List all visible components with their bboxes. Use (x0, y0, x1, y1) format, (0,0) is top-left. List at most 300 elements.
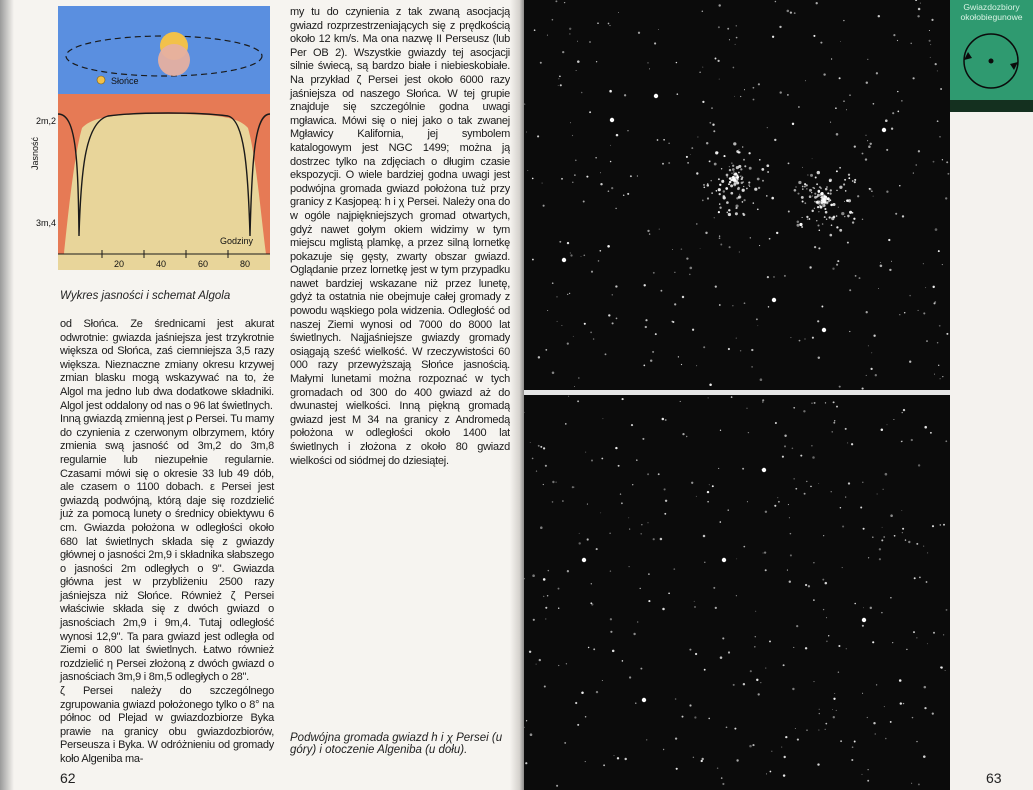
star (614, 755, 615, 756)
star (829, 192, 831, 194)
star (772, 36, 774, 38)
star (821, 306, 823, 308)
star (892, 112, 894, 114)
star (846, 648, 847, 649)
star (539, 659, 541, 661)
star (903, 703, 904, 704)
star (603, 764, 605, 766)
star (933, 632, 935, 634)
star (933, 161, 935, 163)
star (600, 513, 601, 514)
star (637, 621, 638, 622)
star (733, 67, 735, 69)
star (750, 237, 751, 238)
star (813, 35, 815, 37)
star (792, 688, 794, 690)
star (733, 183, 736, 186)
star (795, 186, 796, 187)
star (845, 497, 846, 498)
star (926, 340, 928, 342)
star (821, 200, 822, 201)
star (934, 374, 935, 375)
star (633, 633, 635, 635)
star (612, 650, 615, 653)
star (751, 366, 753, 368)
star (645, 319, 647, 321)
star (593, 338, 595, 340)
star (744, 89, 745, 90)
star (544, 685, 546, 687)
star (831, 224, 833, 226)
star (743, 159, 745, 161)
star (707, 183, 708, 184)
star (732, 305, 733, 306)
star (569, 28, 571, 30)
star (704, 562, 705, 563)
star (897, 91, 898, 92)
x-tick-label: 40 (156, 259, 167, 269)
star (886, 149, 888, 151)
star (731, 173, 732, 174)
star (897, 111, 899, 113)
star (813, 681, 814, 682)
star (814, 208, 815, 209)
star (759, 245, 760, 246)
star (627, 193, 629, 195)
star (707, 501, 709, 503)
star (537, 135, 539, 137)
star (830, 204, 833, 207)
star (556, 785, 558, 787)
star (577, 41, 578, 42)
star (903, 409, 905, 411)
star (543, 447, 545, 449)
star (852, 212, 853, 213)
star (609, 533, 610, 534)
star (567, 343, 569, 345)
star (748, 184, 750, 186)
star (940, 378, 941, 379)
star (887, 424, 888, 425)
star (937, 342, 938, 343)
star (818, 211, 819, 212)
star (790, 11, 792, 13)
star (862, 153, 864, 155)
star (653, 538, 655, 540)
star (532, 574, 535, 577)
star (676, 768, 678, 770)
star (833, 422, 835, 424)
star (709, 484, 710, 485)
star (816, 183, 818, 185)
star (691, 147, 693, 149)
star (849, 94, 850, 95)
star (943, 634, 944, 635)
star (833, 716, 835, 718)
star (719, 79, 720, 80)
star (574, 386, 575, 387)
star (731, 162, 732, 163)
star (640, 668, 642, 670)
star (668, 592, 670, 594)
star (731, 396, 733, 398)
star (572, 182, 573, 183)
star (804, 186, 806, 188)
star (728, 509, 729, 510)
star (583, 254, 585, 256)
star (821, 196, 822, 197)
star (829, 234, 832, 237)
star (842, 567, 843, 568)
star (831, 217, 834, 220)
star (812, 158, 813, 159)
star (933, 302, 935, 304)
star (720, 430, 721, 431)
star (807, 218, 808, 219)
star (899, 185, 900, 186)
star (943, 524, 945, 526)
star (602, 680, 603, 681)
star (812, 187, 814, 189)
star (890, 597, 891, 598)
star (918, 464, 920, 466)
star (939, 325, 941, 327)
star (840, 740, 842, 742)
star (839, 386, 841, 388)
star (829, 216, 831, 218)
star (543, 205, 545, 207)
star (890, 514, 893, 517)
star (659, 229, 660, 230)
star (719, 304, 721, 306)
star (561, 325, 562, 326)
star (870, 368, 872, 370)
star (832, 709, 833, 710)
star (891, 128, 893, 130)
star (810, 174, 813, 177)
paragraph: my tu do czynienia z tak zwaną asocjacją gwiazd rozprzestrzeniających się z prędkością około 12 km/s. Ma ona nazwę II Perseusz (lub Per OB 2). Wszystkie gwiazdy tej asocjacji silnie świecą, są bardzo białe i niebieskobiałe. Na przykład ζ Persei jest około 6000 razy jaśniejsza od naszego Słońca. W tej grupie znajduje się szczególnie godna uwagi mgławica. Mówi się o niej jako o tak zwanej Mgławicy Kalifornia, jej symbolem katalogowym jest NGC 1499; można ją dostrzec tylko na zdjęciach o długim czasie ekspozycji. O wiele bardziej godna uwagi jest podwójna gromada gwiazd położona tuż przy granicy z Kasjopeą: h i χ Persei. Należy ona do w ogóle najpiękniejszych gromad otwartych, gdyż nawet gołym okiem widzimy w tym miejscu mglistą plamkę, a przez silną lornetkę pokazuje się gęsty, zwarty obszar gwiazd. Oglądanie przez lornetkę jest w tym przypadku nawet bardziej wskazane niż przez lunetę, gdyż ta ostatnia nie obejmuje całej gromady z powodu wąskiego pola widzenia. Odległość od naszej Ziemi wynosi od 7000 do 8000 lat świetlnych. Najjaśniejsze gwiazdy gromady osiągają sześć wielkość. W rzeczywistości 60 000 razy przewyższają Słońce jasnością. Małymi lunetami można rozpoznać w tych gromadach od 300 do 400 gwiazd aż do dwunastej wielkości. Inną piękną gromadą gwiazd jest M 34 na granicy z Andromedą położona w odległości około 1400 lat świetlnych i złożona z około 80 gwiazd wielkości od siódmej do dziesiątej. (290, 6, 510, 467)
star (564, 2, 565, 3)
star (638, 32, 640, 34)
star (682, 433, 684, 435)
star (847, 442, 848, 443)
star (866, 311, 868, 313)
star (662, 608, 665, 611)
star (854, 181, 856, 183)
star (865, 158, 867, 160)
star (809, 195, 812, 198)
star (900, 702, 902, 704)
star (610, 118, 614, 122)
star (787, 10, 790, 13)
star (668, 162, 670, 164)
star (911, 783, 912, 784)
star (901, 100, 902, 101)
star (787, 570, 788, 571)
star (726, 174, 729, 177)
star (640, 588, 641, 589)
star (610, 631, 612, 633)
star (676, 62, 677, 63)
star (525, 762, 527, 764)
star (567, 242, 569, 244)
star (607, 245, 610, 248)
star (540, 526, 543, 529)
star (610, 618, 612, 620)
star (673, 568, 675, 570)
star (839, 77, 841, 79)
star (768, 306, 769, 307)
star (608, 23, 610, 25)
star (802, 200, 804, 202)
star (712, 485, 714, 487)
star (573, 336, 574, 337)
star (708, 397, 709, 398)
star (767, 276, 769, 278)
star (937, 120, 939, 122)
star (742, 201, 744, 203)
star (568, 396, 569, 397)
star (802, 188, 803, 189)
star (820, 42, 822, 44)
star (822, 194, 825, 197)
star (906, 649, 907, 650)
star (763, 552, 764, 553)
star (854, 741, 856, 743)
star (735, 180, 737, 182)
star (836, 190, 837, 191)
star (615, 285, 617, 287)
star (747, 501, 748, 502)
star (647, 230, 649, 232)
star (868, 145, 871, 148)
star (681, 364, 682, 365)
star (836, 215, 838, 217)
star (802, 167, 803, 168)
star (795, 488, 797, 490)
star (564, 742, 566, 744)
star (854, 145, 856, 147)
star (876, 72, 878, 74)
star (653, 272, 655, 274)
star (721, 777, 723, 779)
star (727, 28, 729, 30)
star (610, 570, 611, 571)
star (812, 456, 815, 459)
star (840, 507, 841, 508)
star (691, 482, 693, 484)
star (703, 535, 706, 538)
star (794, 189, 797, 192)
star (729, 169, 731, 171)
star (879, 558, 881, 560)
star (838, 645, 840, 647)
star (924, 426, 927, 429)
star (696, 365, 697, 366)
star (601, 458, 603, 460)
star (630, 175, 632, 177)
star (627, 130, 628, 131)
star (918, 310, 919, 311)
star (818, 247, 820, 249)
star (708, 718, 710, 720)
star (692, 329, 694, 331)
star (738, 165, 741, 168)
star (577, 400, 579, 402)
star (576, 70, 577, 71)
star (811, 192, 812, 193)
star (819, 709, 820, 710)
star (848, 177, 850, 179)
star (719, 235, 720, 236)
star (635, 703, 636, 704)
star (558, 665, 559, 666)
star (612, 322, 614, 324)
star (736, 37, 738, 39)
star (838, 207, 839, 208)
star (735, 212, 738, 215)
star (709, 384, 712, 387)
star (718, 4, 720, 6)
star (797, 739, 799, 741)
star (901, 441, 902, 442)
star (834, 693, 835, 694)
star (608, 314, 610, 316)
star (833, 401, 835, 403)
star (817, 763, 819, 765)
star (823, 200, 824, 201)
star (584, 323, 586, 325)
star (930, 44, 931, 45)
star (814, 246, 816, 248)
star (557, 321, 558, 322)
star (701, 760, 703, 762)
star (849, 289, 851, 291)
page-edge-left (0, 0, 14, 790)
star (794, 478, 795, 479)
star (559, 76, 561, 78)
star (703, 184, 705, 186)
star (806, 729, 808, 731)
star (825, 188, 828, 191)
star (836, 133, 839, 136)
y-axis-title: Jasność (30, 136, 40, 170)
star (527, 170, 528, 171)
star (805, 584, 807, 586)
star (569, 33, 570, 34)
star (636, 459, 638, 461)
star (932, 713, 934, 715)
star (834, 420, 835, 421)
star (596, 548, 598, 550)
star (889, 269, 891, 271)
star (918, 783, 920, 785)
star (797, 193, 799, 195)
star (927, 643, 928, 644)
star (682, 716, 684, 718)
star (748, 152, 750, 154)
section-tab (950, 0, 1033, 112)
star (686, 156, 688, 158)
star (809, 189, 812, 192)
star (558, 608, 559, 609)
star (880, 265, 883, 268)
star (793, 647, 794, 648)
star (822, 579, 824, 581)
star (807, 174, 808, 175)
star (575, 160, 577, 162)
star (660, 538, 663, 541)
star (746, 188, 748, 190)
star (766, 195, 768, 197)
star (736, 759, 738, 761)
star (902, 215, 904, 217)
star (664, 488, 666, 490)
star (740, 168, 742, 170)
star (757, 208, 759, 210)
star (793, 407, 795, 409)
star (548, 570, 549, 571)
star (854, 179, 856, 181)
star (775, 422, 777, 424)
star (591, 583, 592, 584)
star (570, 122, 571, 123)
star (771, 751, 772, 752)
star (862, 618, 866, 622)
star (581, 92, 583, 94)
sun-label: Słońce (111, 76, 139, 86)
y-tick-top: 2m,2 (36, 116, 57, 126)
star (728, 651, 730, 653)
star (796, 625, 798, 627)
star (746, 408, 747, 409)
star (703, 346, 705, 348)
star (776, 232, 778, 234)
star (728, 209, 730, 211)
star (540, 446, 542, 448)
star (610, 145, 611, 146)
star (843, 20, 844, 21)
star (663, 749, 664, 750)
star (771, 197, 774, 200)
star (883, 489, 884, 490)
star (743, 186, 744, 187)
star (836, 264, 838, 266)
star (599, 250, 601, 252)
star (913, 77, 915, 79)
star (570, 252, 571, 253)
star (658, 29, 659, 30)
star (729, 246, 731, 248)
star (927, 552, 928, 553)
star (728, 183, 730, 185)
star (918, 150, 920, 152)
star (824, 208, 826, 210)
star (932, 286, 934, 288)
star (804, 493, 806, 495)
star (596, 691, 598, 693)
star (722, 558, 726, 562)
star (765, 569, 767, 571)
star (796, 224, 799, 227)
star (894, 535, 896, 537)
star (631, 424, 633, 426)
star (729, 166, 730, 167)
star (591, 271, 593, 273)
star (589, 41, 591, 43)
star (867, 59, 868, 60)
star (758, 693, 760, 695)
